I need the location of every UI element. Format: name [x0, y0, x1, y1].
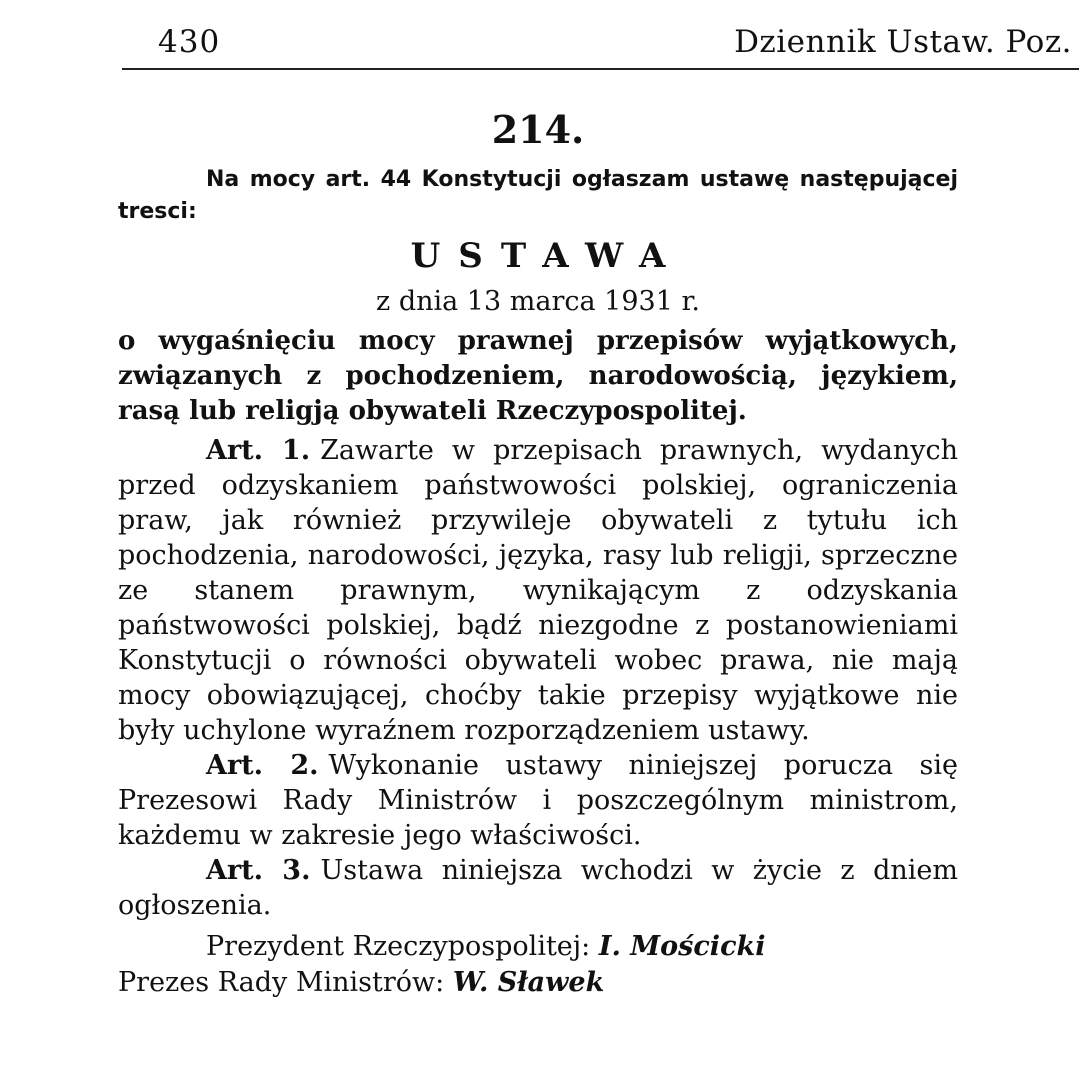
article-1-text: Zawarte w przepisach prawnych, wydanych przed odzyskaniem państwowości polskiej, ograniczenia praw, jak również przywileje obywateli z tytułu ich pochodzenia, narodowości, języka, rasy lub religji, sprzeczne ze stanem prawnym, wynikającym z odzyskania państwowości polskiej, bądź niezgodne z postanowieniami Konstytucji o równości obywateli wobec prawa, nie mają mocy obowiązującej, choćby takie przepisy wyjątkowe nie były uchylone wyraźnem rozporządzeniem ustawy.	[118, 435, 958, 746]
article-3	[118, 853, 958, 923]
signatures	[118, 929, 958, 1001]
signature-president-role: Prezydent Rzeczypospolitej:	[206, 931, 591, 962]
journal-title: Dziennik Ustaw. Poz.	[734, 24, 1072, 60]
signature-prime-minister	[118, 965, 958, 1001]
page-number: 430	[158, 24, 221, 60]
act-title: o wygaśnięciu mocy prawnej przepisów wyjątkowych, związanych z pochodzeniem, narodowością, językiem, rasą lub religją obywateli Rzeczypospolitej.	[118, 326, 958, 426]
position-number: 214.	[491, 107, 585, 152]
article-2	[118, 748, 958, 853]
article-3-text: Ustawa niniejsza wchodzi w życie z dniem ogłoszenia.	[118, 855, 958, 921]
signature-prime-minister-name: W. Sławek	[452, 967, 605, 998]
promulgation-clause: Na mocy art. 44 Konstytucji ogłaszam ustawę następującej tresci:	[118, 167, 958, 224]
signature-prime-minister-role: Prezes Rady Ministrów:	[118, 967, 445, 998]
article-2-text: Wykonanie ustawy niniejszej porucza się Prezesowi Rady Ministrów i poszczególnym ministrom, każdemu w zakresie jego właściwości.	[118, 750, 958, 851]
page-header	[122, 18, 1072, 70]
act-type-heading: USTAWA	[410, 236, 684, 276]
act-date: z dnia 13 marca 1931 r.	[376, 286, 700, 317]
article-3-label: Art. 3.	[206, 855, 311, 886]
signature-president-name: I. Mościcki	[598, 931, 766, 962]
article-1	[118, 433, 958, 748]
document-body	[118, 108, 958, 1001]
article-2-label: Art. 2.	[206, 750, 319, 781]
article-1-label: Art. 1.	[206, 435, 311, 466]
header-rule	[122, 68, 1079, 70]
signature-president	[118, 929, 958, 965]
